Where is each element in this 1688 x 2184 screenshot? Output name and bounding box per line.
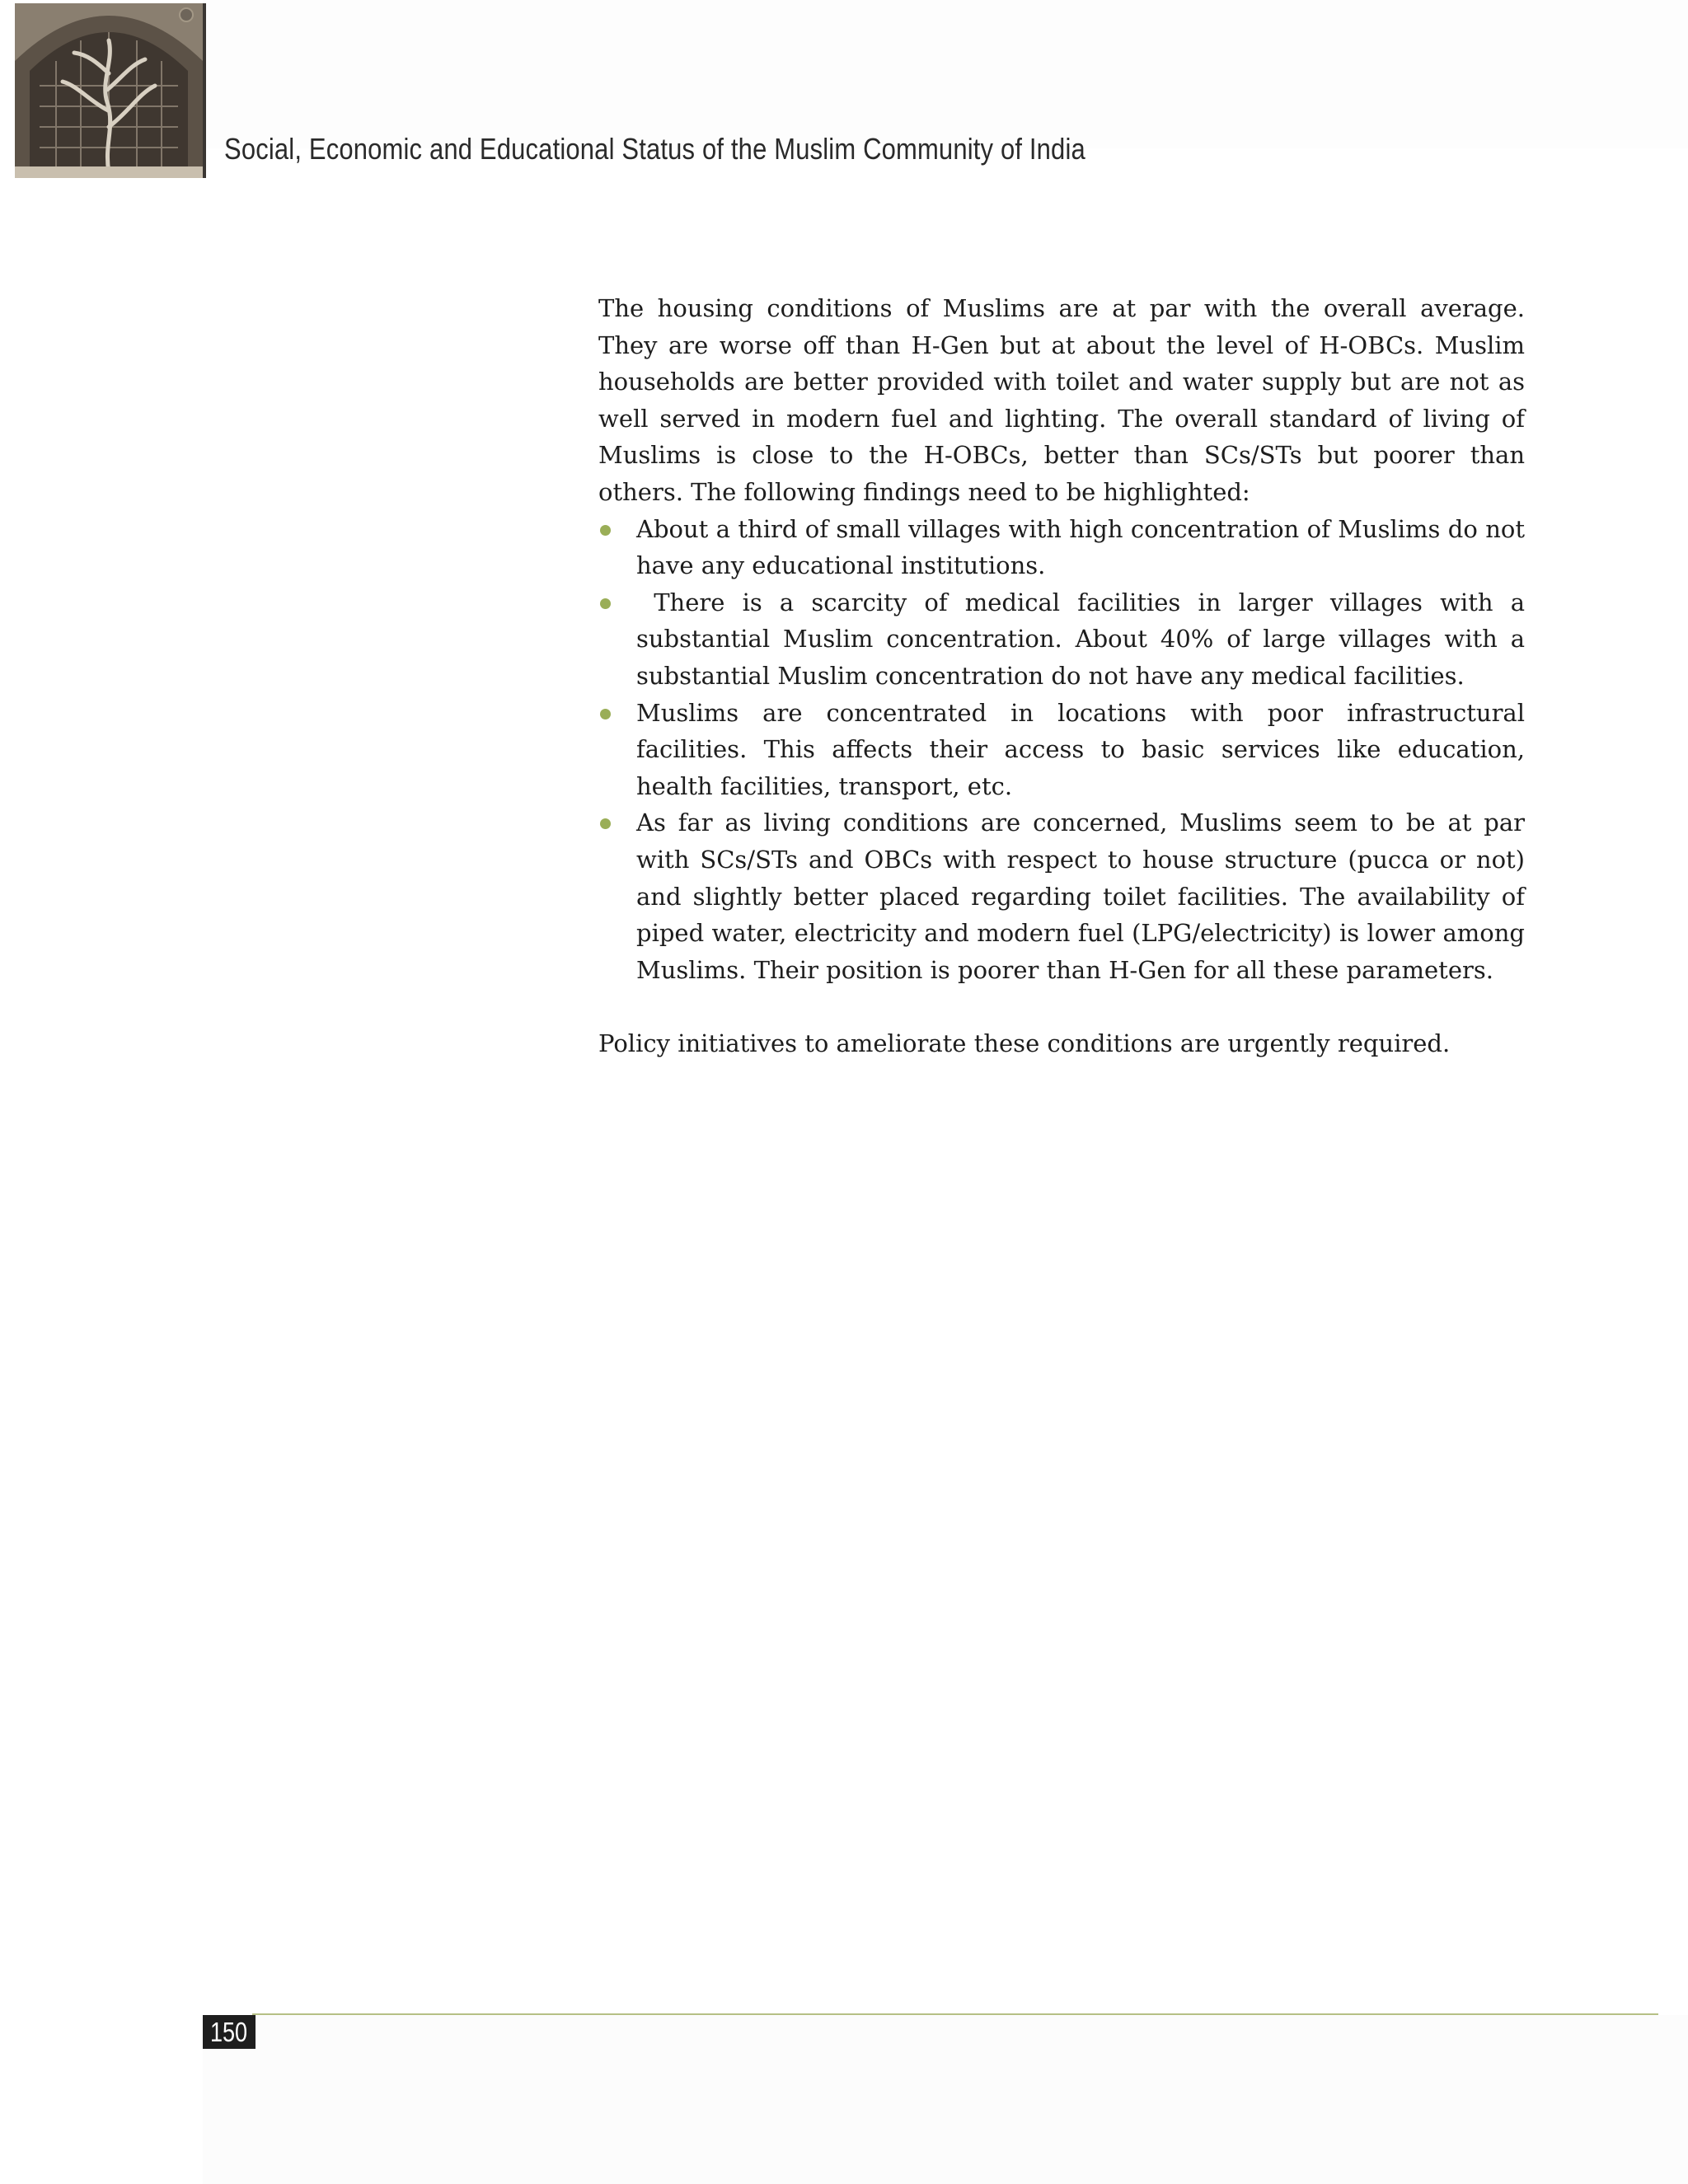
main-text [598,290,1533,1062]
footer-rule [252,2013,1658,2015]
header-band [203,0,1688,148]
page-number [203,2015,256,2049]
list-item [598,804,1525,988]
page-number-text: 150 [210,2017,248,2047]
closing-paragraph: Policy initiatives to ameliorate these conditions are urgently required. [598,1029,1451,1057]
bullet-icon [600,598,611,609]
intro-paragraph: The housing conditions of Muslims are at par with the overall average. They are worse off than H-Gen but at about the level of H-OBCs. Muslim households are better provided with toilet and water supply but are not as well served in modern fuel and lighting. The overall standard of living of Muslims is close to the H-OBCs, better than SCs/STs but poorer than others. The following findings need to be highlighted: [598,294,1525,506]
finding-text: There is a scarcity of medical facilities in larger villages with a substantial Muslim concentration. About 40% of large villages with a substantial Muslim concentration do not have any medical facilities. [636,588,1533,690]
finding-text: About a third of small villages with high concentration of Muslims do not have any educational institutions. [636,514,1525,580]
list-item [598,695,1525,805]
finding-text: Muslims are concentrated in locations with poor infrastructural facilities. This affects their access to basic services like education, health facilities, transport, etc. [636,698,1525,800]
list-item [598,511,1525,584]
bullet-icon [600,525,611,536]
running-title: Social, Economic and Educational Status of the Muslim Community of India [224,132,1085,166]
bullet-icon [600,709,611,719]
carved-lattice-window-image [15,3,206,178]
footer-band [203,2015,1688,2184]
findings-list [598,511,1533,989]
list-item [598,584,1533,695]
bullet-icon [600,818,611,829]
finding-text: As far as living conditions are concerned, Muslims seem to be at par with SCs/STs and OBCs with respect to house structure (pucca or not) and slightly better placed regarding toilet facilities. The availability of piped water, electricity and modern fuel (LPG/electricity) is lower among Muslims. Their position is poorer than H-Gen for all these parameters. [636,808,1525,984]
